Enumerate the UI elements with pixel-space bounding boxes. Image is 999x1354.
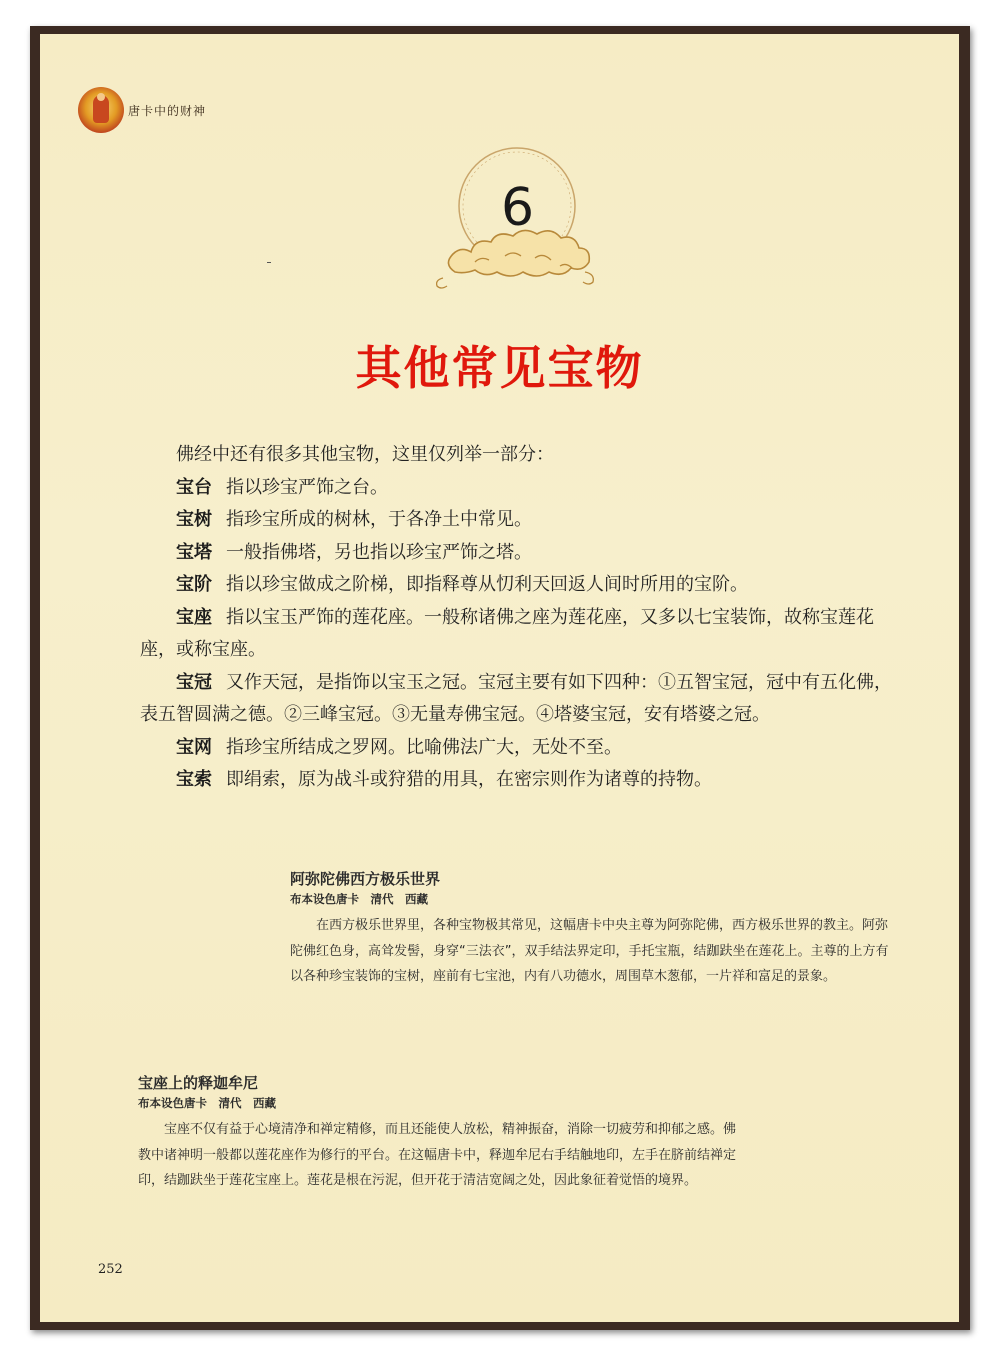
chapter-emblem <box>435 144 600 304</box>
entry-term: 宝冠 <box>176 671 212 693</box>
caption-subtitle: 布本设色唐卡 清代 西藏 <box>138 1096 276 1110</box>
entry-paragraph <box>140 602 900 667</box>
image-caption <box>138 1072 738 1194</box>
book-page <box>40 34 959 1322</box>
caption-title: 宝座上的释迦牟尼 <box>138 1074 259 1092</box>
caption-body: 在西方极乐世界里，各种宝物极其常见，这幅唐卡中央主尊为阿弥陀佛，西方极乐世界的教主。阿弥陀佛红色身，高耸发髻，身穿“三法衣”，双手结法界定印，手托宝瓶，结跏趺坐在莲花上。主尊的上方有以各种珍宝装饰的宝树，座前有七宝池，内有八功德水，周围草木葱郁，一片祥和富足的景象。 <box>290 918 889 984</box>
thangka-icon <box>78 87 124 133</box>
entry-text: 即绢索，原为战斗或狩猎的用具，在密宗则作为诸尊的持物。 <box>226 769 712 790</box>
entry-paragraph <box>140 537 900 570</box>
entry-term: 宝台 <box>176 476 212 498</box>
caption-body: 宝座不仅有益于心境清净和禅定精修，而且还能使人放松，精神振奋，消除一切疲劳和抑郁之感。佛教中诸神明一般都以莲花座作为修行的平台。在这幅唐卡中，释迦牟尼右手结触地印，左手在脐前结禅定印，结跏趺坐于莲花宝座上。莲花是根在污泥，但开花于清洁宽阔之处，因此象征着觉悟的境界。 <box>138 1122 737 1188</box>
entry-term: 宝树 <box>176 509 212 530</box>
entry-paragraph <box>140 504 900 537</box>
entry-term: 宝网 <box>176 736 212 758</box>
entry-text: 又作天冠，是指饰以宝玉之冠。宝冠主要有如下四种：①五智宝冠，冠中有五化佛，表五智圆满之德。②三峰宝冠。③无量寿佛宝冠。④塔婆宝冠，安有塔婆之冠。 <box>140 671 892 725</box>
entry-text: 指珍宝所结成之罗网。比喻佛法广大，无处不至。 <box>226 736 622 758</box>
stray-mark <box>267 262 271 263</box>
entry-paragraph <box>140 472 900 505</box>
running-head-text: 唐卡中的财神 <box>128 103 207 118</box>
entry-paragraph <box>140 764 900 797</box>
image-caption <box>290 868 900 990</box>
caption-subtitle: 布本设色唐卡 清代 西藏 <box>290 892 428 906</box>
entry-text: 指以珍宝严饰之台。 <box>226 476 388 498</box>
entry-paragraph <box>140 569 900 602</box>
chapter-title: 其他常见宝物 <box>355 341 644 395</box>
page-frame <box>30 26 970 1330</box>
entry-term: 宝座 <box>176 606 212 628</box>
page-number: 252 <box>98 1262 123 1277</box>
entry-text: 指以宝玉严饰的莲花座。一般称诸佛之座为莲花座，又多以七宝装饰，故称宝莲花座，或称宝座。 <box>140 606 874 660</box>
entry-text: 指以珍宝做成之阶梯，即指释尊从忉利天回返人间时所用的宝阶。 <box>226 574 748 595</box>
entry-term: 宝塔 <box>176 541 212 563</box>
chapter-number: 6 <box>500 178 535 238</box>
running-head <box>78 86 206 134</box>
entry-paragraph <box>140 667 900 732</box>
entry-paragraph <box>140 732 900 765</box>
caption-title: 阿弥陀佛西方极乐世界 <box>290 870 441 888</box>
intro-paragraph: 佛经中还有很多其他宝物，这里仅列举一部分： <box>176 444 554 465</box>
entry-text: 指珍宝所成的树林，于各净土中常见。 <box>226 509 532 530</box>
entry-text: 一般指佛塔，另也指以珍宝严饰之塔。 <box>226 541 532 563</box>
entry-term: 宝索 <box>176 769 212 790</box>
body-text <box>140 439 900 797</box>
entry-term: 宝阶 <box>176 574 212 595</box>
